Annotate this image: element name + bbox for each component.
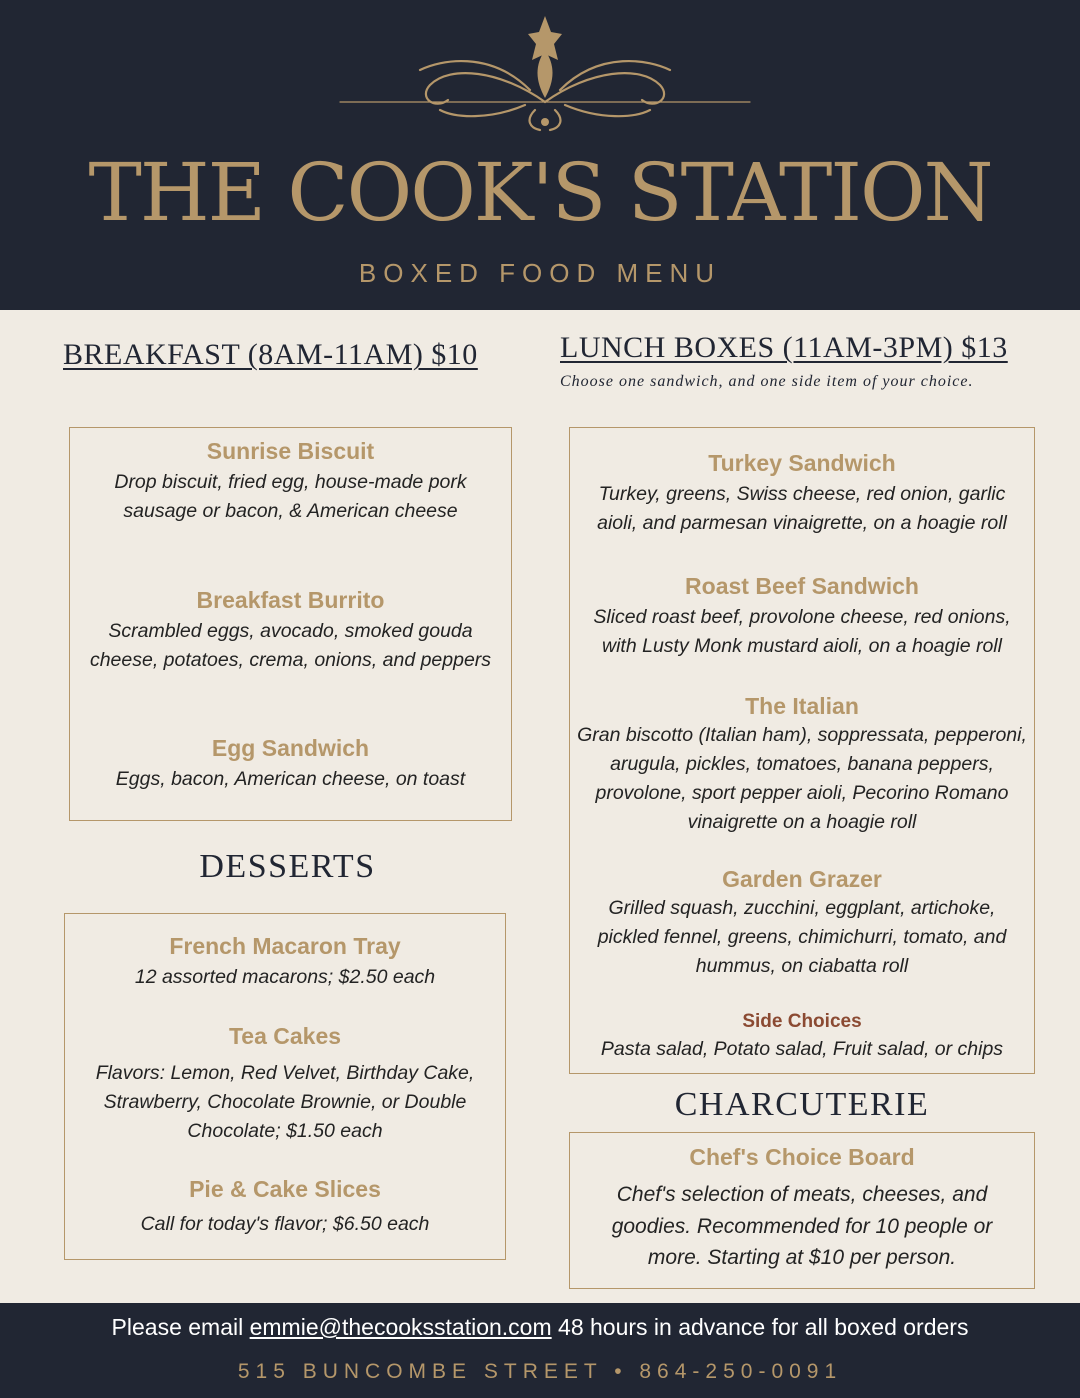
menu-item-description: 12 assorted macarons; $2.50 each [134, 966, 436, 988]
menu-item-the-italian [570, 691, 1034, 837]
flourish-ornament-icon [330, 10, 760, 135]
order-instructions-prefix: Please email [111, 1314, 250, 1340]
menu-item-description: Grilled squash, zucchini, eggplant, artichoke, pickled fennel, greens, chimichurri, tomato, and hummus, on ciabatta roll [597, 897, 1007, 977]
lunch-section-title: LUNCH BOXES (11AM-3PM) $13 [560, 331, 1008, 364]
menu-item-description: Gran biscotto (Italian ham), soppressata, pepperoni, arugula, pickles, tomatoes, banana peppers, provolone, sport pepper aioli, Pecorino Romano vinaigrette on a hoagie roll [577, 724, 1027, 833]
lunch-section-note: Choose one sandwich, and one side item of your choice. [560, 373, 974, 390]
breakfast-section-title: BREAKFAST (8AM-11AM) $10 [63, 338, 478, 371]
menu-item-description: Drop biscuit, fried egg, house-made pork sausage or bacon, & American cheese [114, 471, 467, 522]
menu-item-name: Garden Grazer [722, 866, 882, 892]
contact-email-link[interactable]: emmie@thecooksstation.com [249, 1314, 552, 1340]
side-choices [570, 1009, 1034, 1064]
menu-item-roast-beef-sandwich [570, 571, 1034, 661]
menu-item-name: Breakfast Burrito [196, 587, 385, 613]
menu-item-name: Chef's Choice Board [689, 1144, 915, 1170]
desserts-menu-box [64, 913, 506, 1260]
menu-item-name: Egg Sandwich [211, 735, 370, 761]
menu-item-tea-cakes [65, 1021, 505, 1146]
charcuterie-section-title: CHARCUTERIE [674, 1086, 930, 1123]
menu-item-description: Call for today's flavor; $6.50 each [140, 1213, 430, 1235]
side-choices-description: Pasta salad, Potato salad, Fruit salad, or chips [600, 1038, 1004, 1060]
side-choices-title: Side Choices [742, 1011, 862, 1032]
menu-item-french-macaron-tray [65, 931, 505, 992]
menu-subtitle: BOXED FOOD MENU [358, 258, 722, 288]
menu-item-name: Turkey Sandwich [708, 450, 896, 476]
menu-item-garden-grazer [570, 864, 1034, 981]
menu-item-name: Sunrise Biscuit [206, 438, 375, 464]
menu-item-name: Pie & Cake Slices [189, 1176, 381, 1202]
menu-item-name: Roast Beef Sandwich [685, 573, 919, 599]
order-instructions-suffix: 48 hours in advance for all boxed orders [551, 1314, 969, 1340]
menu-item-breakfast-burrito [70, 585, 511, 675]
menu-item-pie-cake-slices [65, 1174, 505, 1239]
menu-item-description: Turkey, greens, Swiss cheese, red onion, garlic aioli, and parmesan vinaigrette, on a hoagie roll [597, 483, 1007, 534]
menu-item-chefs-choice-board [570, 1142, 1034, 1274]
menu-item-description: Scrambled eggs, avocado, smoked gouda cheese, potatoes, crema, onions, and peppers [89, 620, 492, 671]
desserts-section-title: DESSERTS [199, 848, 376, 885]
menu-item-description: Sliced roast beef, provolone cheese, red onions, with Lusty Monk mustard aioli, on a hoagie roll [593, 606, 1011, 657]
breakfast-menu-box [69, 427, 512, 821]
address-phone: 515 BUNCOMBE STREET • 864-250-0091 [237, 1360, 843, 1383]
menu-item-description: Chef's selection of meats, cheeses, and goodies. Recommended for 10 people or more. Starting at $10 per person. [611, 1183, 993, 1269]
menu-header [0, 0, 1080, 310]
menu-item-name: Tea Cakes [228, 1023, 342, 1049]
menu-item-turkey-sandwich [570, 448, 1034, 538]
menu-footer [0, 1303, 1080, 1398]
menu-item-description: Eggs, bacon, American cheese, on toast [115, 768, 466, 790]
menu-item-name: French Macaron Tray [169, 933, 401, 959]
charcuterie-menu-box [569, 1132, 1035, 1289]
lunch-menu-box [569, 427, 1035, 1074]
restaurant-title: THE COOK'S STATION [88, 146, 992, 239]
menu-item-name: The Italian [745, 693, 859, 719]
order-instructions [0, 1311, 1080, 1343]
menu-item-description: Flavors: Lemon, Red Velvet, Birthday Cake, Strawberry, Chocolate Brownie, or Double Chocolate; $1.50 each [95, 1062, 475, 1142]
menu-item-sunrise-biscuit [70, 436, 511, 526]
menu-item-egg-sandwich [70, 733, 511, 794]
